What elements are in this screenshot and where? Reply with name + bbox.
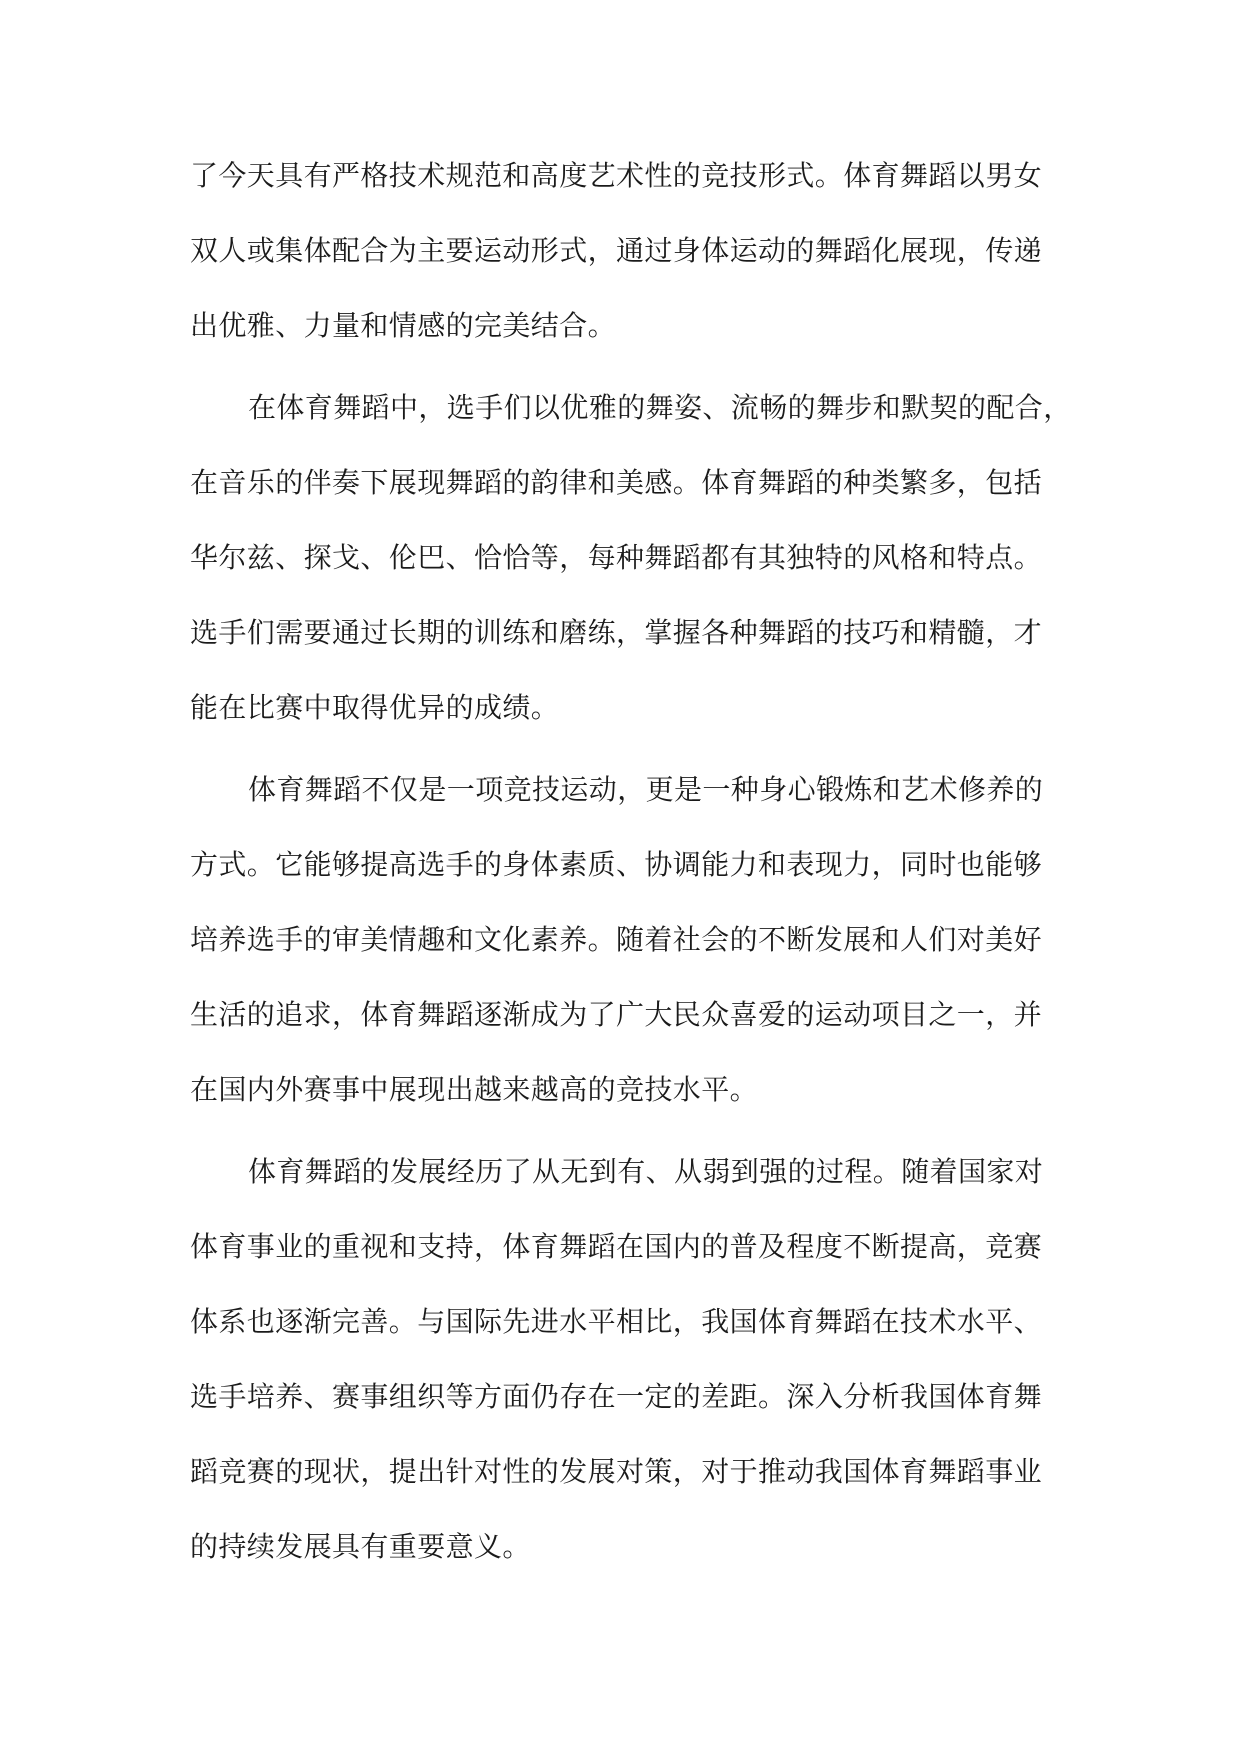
paragraph-line: 的持续发展具有重要意义。 [190,1530,531,1563]
paragraph-4 [190,1134,1050,1584]
paragraph-line: 体育事业的重视和支持，体育舞蹈在国内的普及程度不断提高，竞赛 [190,1230,1043,1263]
paragraph-line: 在体育舞蹈中，选手们以优雅的舞姿、流畅的舞步和默契的配合， [248,391,1072,424]
document-body [190,138,1072,1584]
paragraph-line: 双人或集体配合为主要运动形式，通过身体运动的舞蹈化展现，传递 [190,234,1043,267]
paragraph-line: 生活的追求，体育舞蹈逐渐成为了广大民众喜爱的运动项目之一，并 [190,998,1043,1031]
paragraph-gap [190,745,1050,752]
paragraph-3 [190,752,1050,1127]
paragraph-line: 蹈竞赛的现状，提出针对性的发展对策，对于推动我国体育舞蹈事业 [190,1455,1043,1488]
paragraph-line: 选手培养、赛事组织等方面仍存在一定的差距。深入分析我国体育舞 [190,1380,1043,1413]
paragraph-line: 选手们需要通过长期的训练和磨练，掌握各种舞蹈的技巧和精髓，才 [190,616,1043,649]
paragraph-line: 在国内外赛事中展现出越来越高的竞技水平。 [190,1073,759,1106]
paragraph-line: 能在比赛中取得优异的成绩。 [190,691,560,724]
paragraph-line: 华尔兹、探戈、伦巴、恰恰等，每种舞蹈都有其独特的风格和特点。 [190,541,1043,574]
paragraph-line: 体系也逐渐完善。与国际先进水平相比，我国体育舞蹈在技术水平、 [190,1305,1043,1338]
paragraph-gap [190,363,1050,370]
paragraph-1 [190,138,1050,363]
paragraph-line: 体育舞蹈的发展经历了从无到有、从弱到强的过程。随着国家对 [248,1155,1044,1188]
paragraph-2 [190,370,1072,745]
paragraph-line: 培养选手的审美情趣和文化素养。随着社会的不断发展和人们对美好 [190,923,1043,956]
paragraph-gap [190,1127,1050,1134]
paragraph-line: 方式。它能够提高选手的身体素质、协调能力和表现力，同时也能够 [190,848,1043,881]
paragraph-line: 了今天具有严格技术规范和高度艺术性的竞技形式。体育舞蹈以男女 [190,159,1043,192]
paragraph-line: 体育舞蹈不仅是一项竞技运动，更是一种身心锻炼和艺术修养的 [248,773,1044,806]
paragraph-line: 出优雅、力量和情感的完美结合。 [190,309,617,342]
paragraph-line: 在音乐的伴奏下展现舞蹈的韵律和美感。体育舞蹈的种类繁多，包括 [190,466,1043,499]
